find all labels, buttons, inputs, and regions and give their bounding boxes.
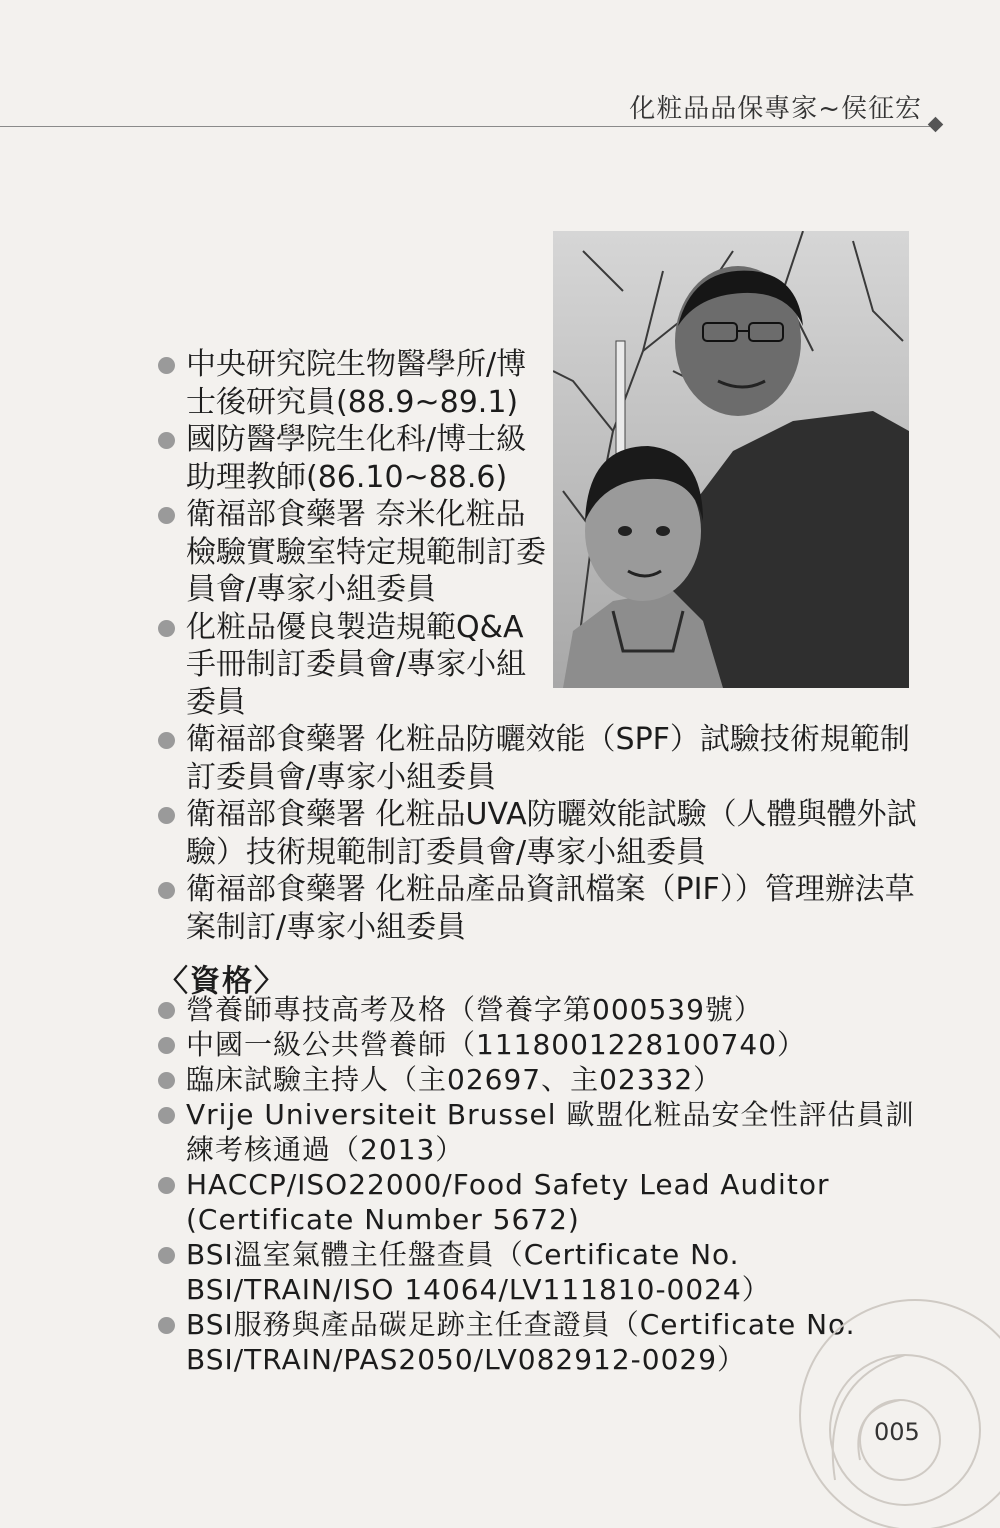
list-item [158, 1062, 918, 1097]
experience-text: 衛福部食藥署 奈米化粧品檢驗實驗室特定規範制訂委員會/專家小組委員 [186, 497, 546, 607]
list-item [158, 1027, 918, 1062]
experience-text: 中央研究院生物醫學所/博士後研究員(88.9~89.1) [186, 347, 527, 420]
experience-text: 化粧品優良製造規範Q&A手冊制訂委員會/專家小組委員 [186, 609, 527, 720]
experience-text: 衛福部食藥署 化粧品UVA防曬效能試驗（人體與體外試驗）技術規範制訂委員會/專家小組委員 [186, 797, 917, 870]
header-rule [0, 126, 930, 127]
list-item [158, 609, 546, 722]
bullet-icon [158, 1317, 175, 1334]
bullet-icon [158, 807, 175, 824]
bullet-icon [158, 357, 175, 374]
experience-list [158, 346, 926, 946]
header-diamond-ornament [928, 117, 944, 133]
qualification-text: 中國一級公共營養師（1118001228100740） [186, 1028, 807, 1061]
bullet-icon [158, 620, 175, 637]
qualification-text: 營養師專技高考及格（營養字第000539號） [186, 993, 763, 1026]
list-item [158, 1097, 918, 1167]
qualification-text: Vrije Universiteit Brussel 歐盟化粧品安全性評估員訓練考核通過（2013） [186, 1098, 915, 1166]
list-item [158, 796, 926, 871]
experience-text: 衛福部食藥署 化粧品防曬效能（SPF）試驗技術規範制訂委員會/專家小組委員 [186, 722, 910, 795]
qualifications-heading: 〈資格〉 [158, 964, 286, 999]
bullet-icon [158, 882, 175, 899]
list-item [158, 496, 546, 609]
bullet-icon [158, 1037, 175, 1054]
experience-text: 國防醫學院生化科/博士級助理教師(86.10~88.6) [186, 422, 527, 495]
bullet-icon [158, 1177, 175, 1194]
bullet-icon [158, 1002, 175, 1019]
bullet-icon [158, 732, 175, 749]
bullet-icon [158, 1107, 175, 1124]
bullet-icon [158, 1072, 175, 1089]
qualification-text: BSI服務與產品碳足跡主任查證員（Certificate No. BSI/TRAIN/PAS2050/LV082912-0029） [186, 1308, 856, 1376]
list-item [158, 421, 546, 496]
page-number: 005 [874, 1418, 920, 1446]
qualification-text: HACCP/ISO22000/Food Safety Lead Auditor (Certificate Number 5672) [186, 1168, 830, 1236]
bullet-icon [158, 432, 175, 449]
list-item [158, 871, 926, 946]
spiral-ornament [740, 1290, 1000, 1528]
bullet-icon [158, 507, 175, 524]
list-item [158, 1167, 918, 1237]
qualification-text: 臨床試驗主持人（主02697、主02332） [186, 1063, 723, 1096]
list-item [158, 346, 546, 421]
experience-text: 衛福部食藥署 化粧品產品資訊檔案（PIF））管理辦法草案制訂/專家小組委員 [186, 872, 915, 945]
running-header: 化粧品品保專家~侯征宏 [629, 94, 922, 124]
list-item [158, 992, 918, 1027]
bullet-icon [158, 1247, 175, 1264]
list-item [158, 721, 926, 796]
qualification-text: BSI溫室氣體主任盤查員（Certificate No. BSI/TRAIN/ISO 14064/LV111810-0024） [186, 1238, 771, 1306]
